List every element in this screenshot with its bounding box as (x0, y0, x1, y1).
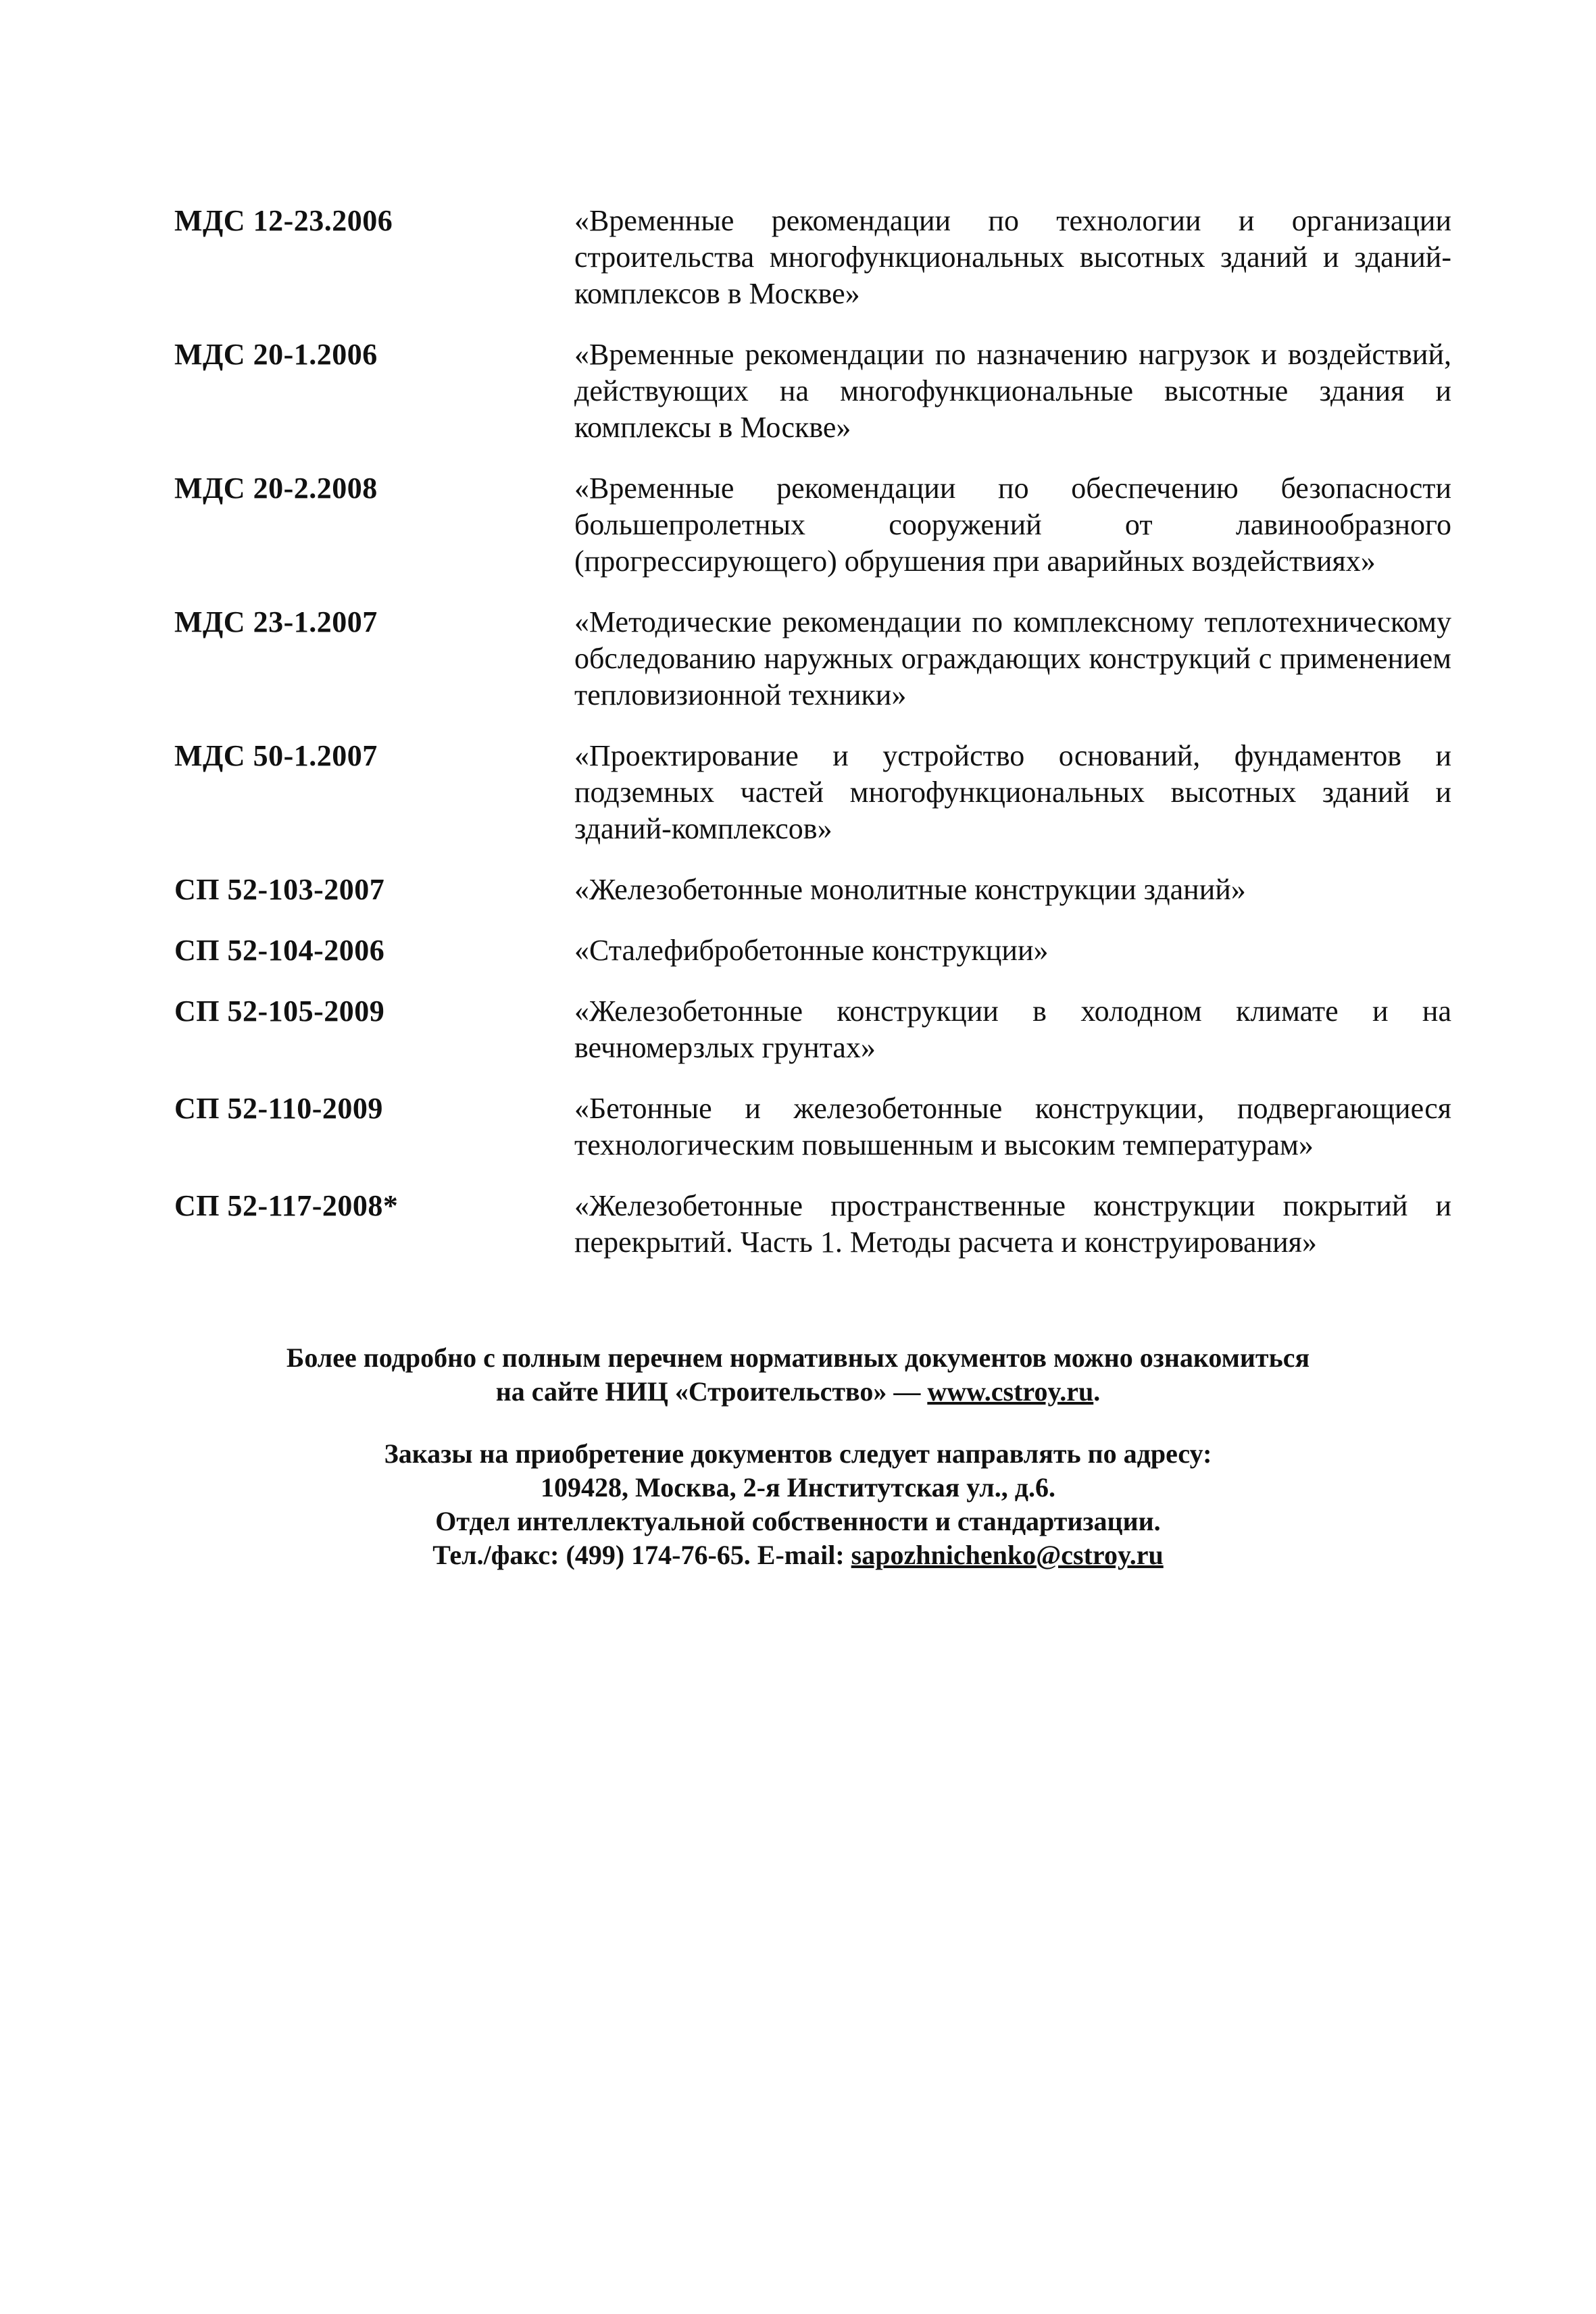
list-item (174, 1188, 1451, 1261)
list-item (174, 203, 1451, 312)
document-title: «Бетонные и железобетонные конструкции, подвергающиеся технологическим повышенным и высоким температурам» (574, 1092, 1451, 1161)
department-line: Отдел интеллектуальной собственности и стандартизации. (435, 1506, 1161, 1536)
document-title: «Железобетонные пространственные конструкции покрытий и перекрытий. Часть 1. Методы расчета и конструирования» (574, 1189, 1451, 1259)
contact-prefix: Тел./факс: (499) 174-76-65. E-mail: (432, 1540, 851, 1570)
document-list (174, 203, 1451, 1285)
document-code: МДС 23-1.2007 (174, 605, 378, 638)
orders-block (0, 1437, 1596, 1572)
email-link[interactable]: sapozhnichenko@cstroy.ru (851, 1540, 1164, 1570)
list-item (174, 336, 1451, 446)
website-prefix: на сайте НИЦ «Строительство» — (495, 1376, 928, 1407)
document-code: МДС 12-23.2006 (174, 204, 393, 237)
list-item (174, 604, 1451, 713)
document-title: «Временные рекомендации по обеспечению безопасности большепролетных сооружений от лавинообразного (прогрессирующего) обрушения при аварийных воздействиях» (574, 472, 1451, 578)
list-item (174, 872, 1451, 908)
list-item (174, 470, 1451, 580)
list-item (174, 932, 1451, 969)
document-code: СП 52-103-2007 (174, 873, 385, 906)
list-item (174, 993, 1451, 1066)
address-line: 109428, Москва, 2-я Институтская ул., д.6. (541, 1472, 1055, 1503)
document-code: СП 52-117-2008* (174, 1189, 399, 1222)
document-title: «Сталефибробетонные конструкции» (574, 934, 1049, 967)
document-code: СП 52-105-2009 (174, 995, 385, 1028)
document-title: «Железобетонные монолитные конструкции зданий» (574, 873, 1246, 906)
document-title: «Методические рекомендации по комплексному теплотехническому обследованию наружных ограждающих конструкций с применением тепловизионной техники» (574, 605, 1451, 711)
more-info-block (0, 1341, 1596, 1409)
document-title: «Временные рекомендации по назначению нагрузок и воздействий, действующих на многофункциональные высотные здания и комплексы в Москве» (574, 338, 1451, 444)
document-title: «Проектирование и устройство оснований, фундаментов и подземных частей многофункциональных высотных зданий и зданий-комплексов» (574, 739, 1451, 845)
document-code: МДС 20-2.2008 (174, 472, 378, 505)
website-suffix: . (1093, 1376, 1101, 1407)
document-code: СП 52-110-2009 (174, 1092, 383, 1125)
contact-line (0, 1538, 1596, 1572)
website-link[interactable]: www.cstroy.ru (927, 1376, 1094, 1407)
document-title: «Временные рекомендации по технологии и организации строительства многофункциональных высотных зданий и зданий-комплексов в Москве» (574, 204, 1451, 310)
list-item (174, 1090, 1451, 1163)
document-code: СП 52-104-2006 (174, 934, 385, 967)
website-line (0, 1375, 1596, 1409)
document-code: МДС 20-1.2006 (174, 338, 378, 371)
list-item (174, 738, 1451, 847)
more-info-line: Более подробно с полным перечнем нормативных документов можно ознакомиться (286, 1342, 1310, 1373)
document-title: «Железобетонные конструкции в холодном климате и на вечномерзлых грунтах» (574, 995, 1451, 1064)
footer-info (0, 1341, 1596, 1572)
document-code: МДС 50-1.2007 (174, 739, 378, 772)
orders-line: Заказы на приобретение документов следует направлять по адресу: (384, 1438, 1212, 1469)
